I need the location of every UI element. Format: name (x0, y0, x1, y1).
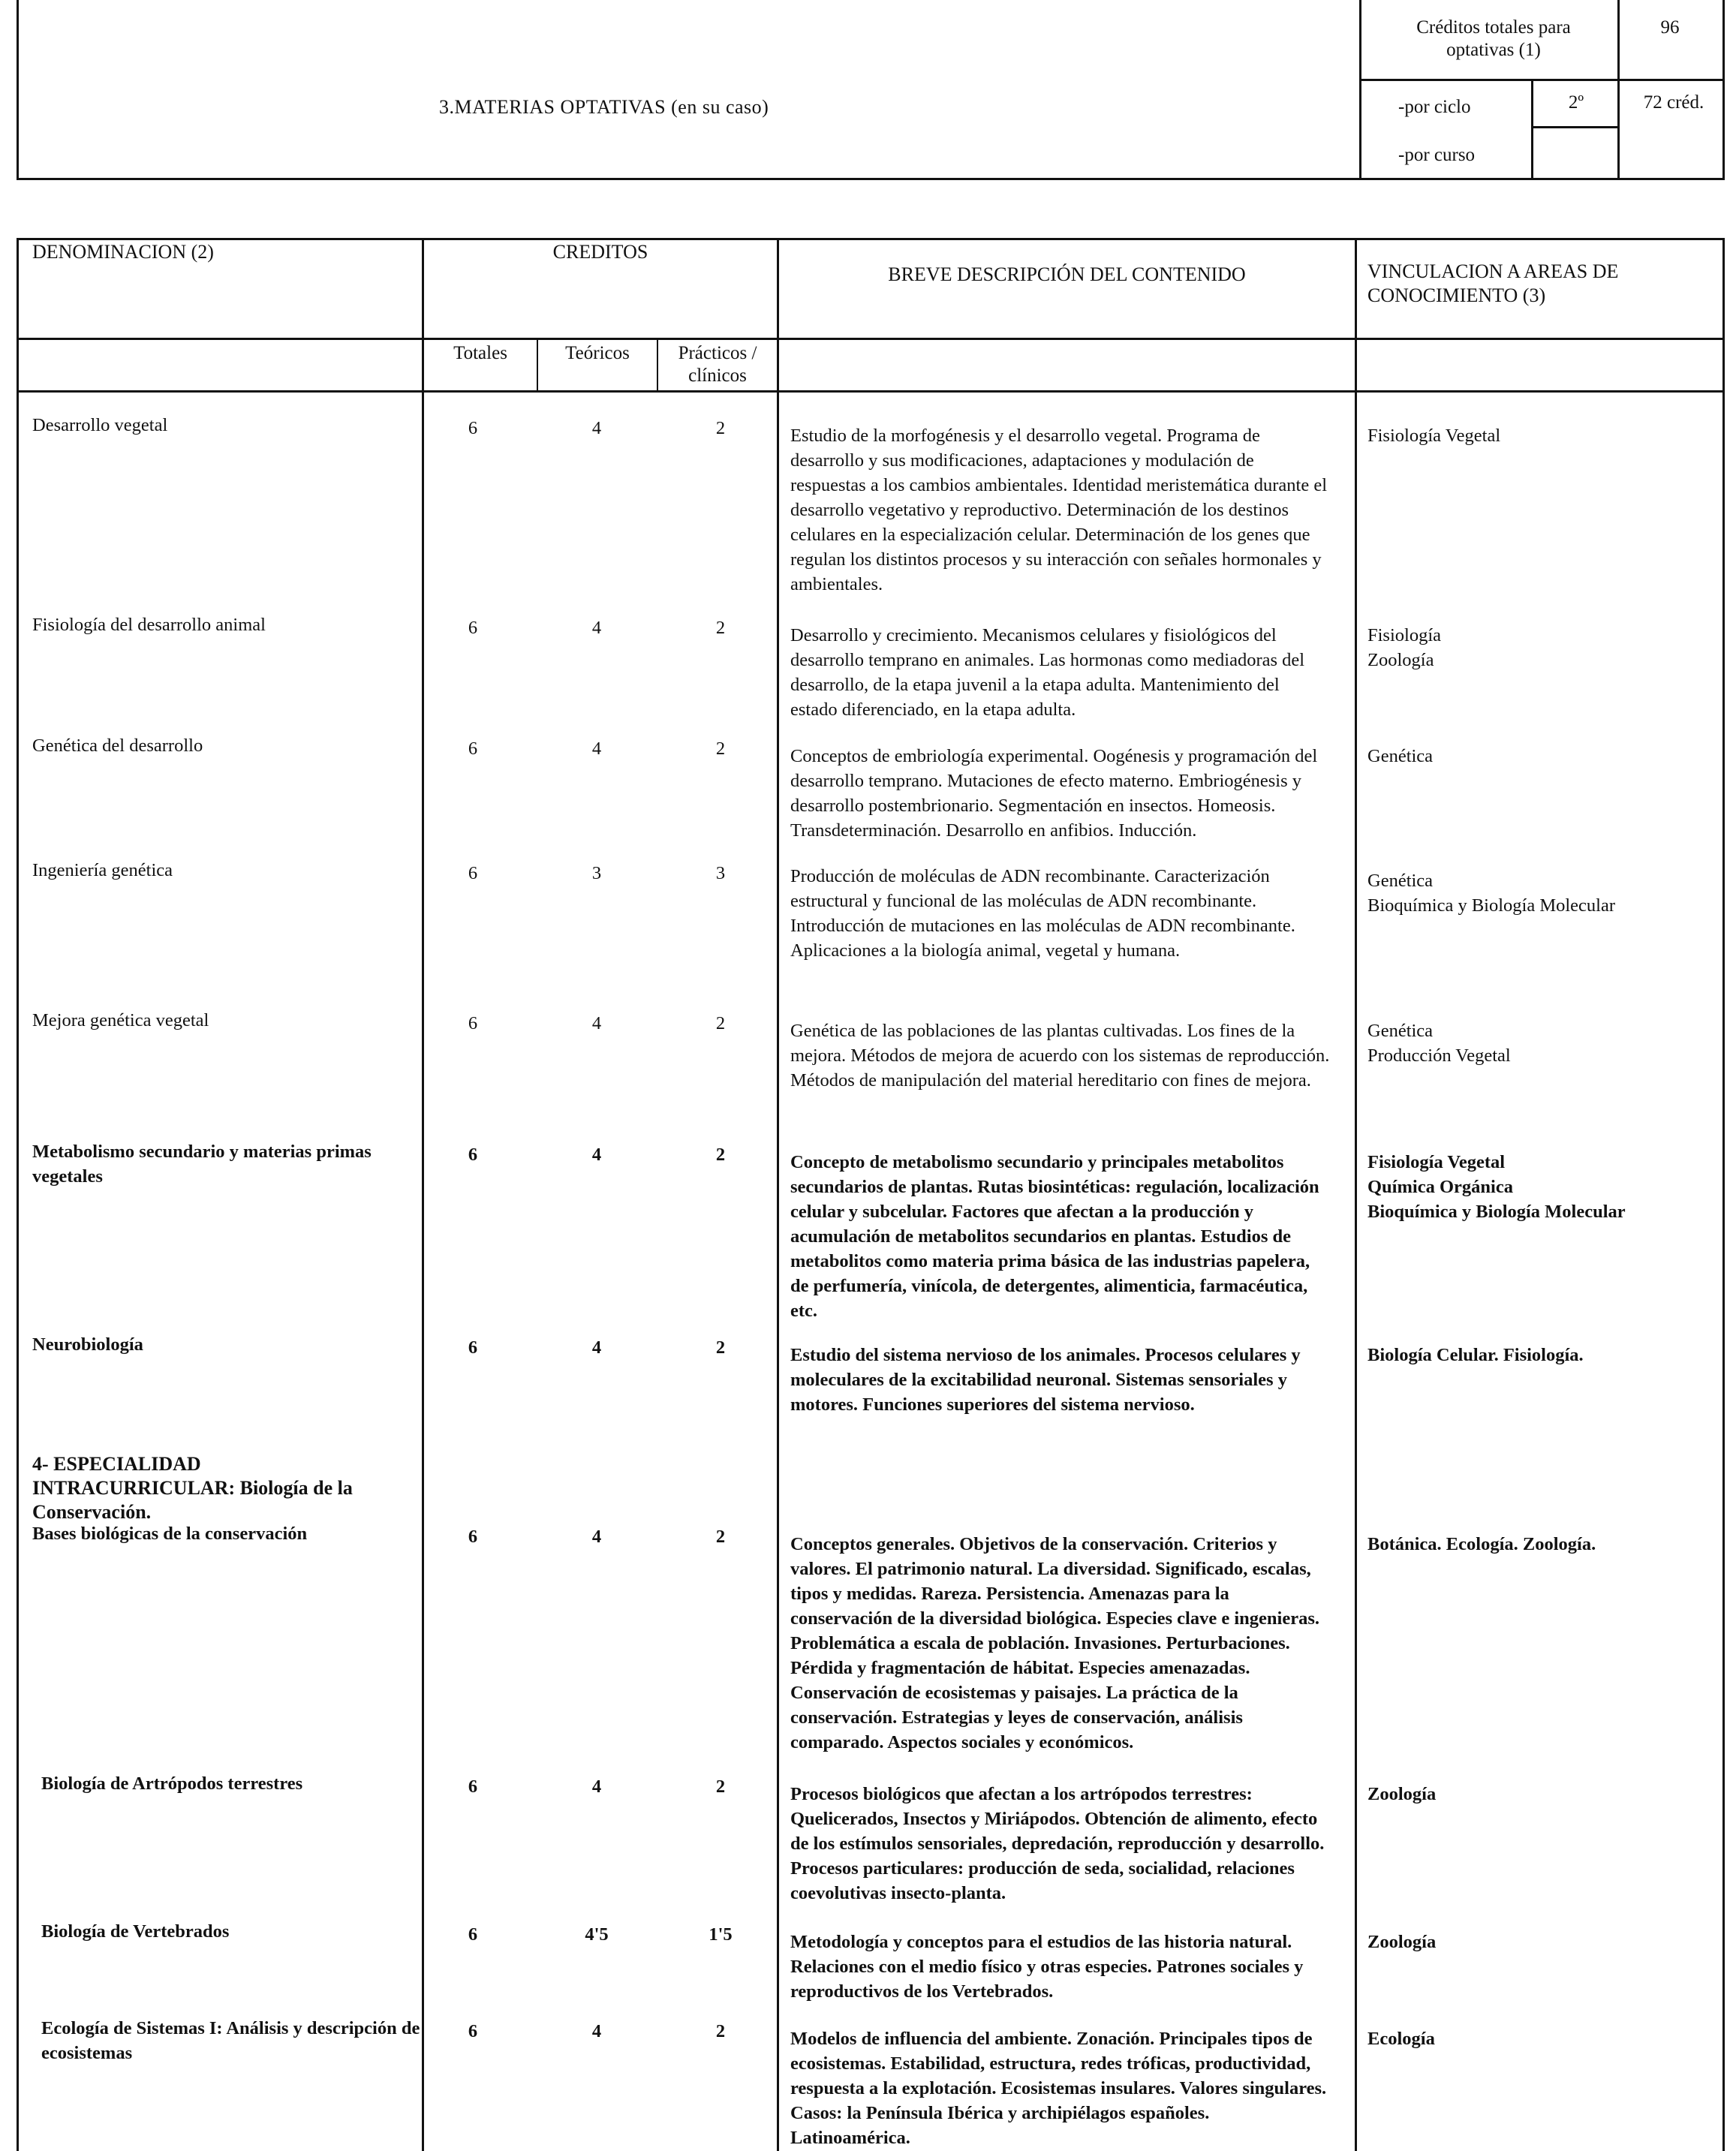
credits-practicos: 2 (715, 1776, 726, 1797)
knowledge-areas: Fisiología Zoología (1367, 625, 1442, 670)
course-name: Neurobiología (32, 1334, 143, 1355)
subheader-practicos: Prácticos / clínicos (678, 343, 757, 386)
knowledge-areas: Genética Producción Vegetal (1367, 1021, 1511, 1066)
column-divider (422, 240, 424, 2151)
course-description: Conceptos de embriología experimental. Oogénesis y programación del desarrollo temprano. Mutaciones de efecto materno. Embriogénesis y desarrollo postembrionario. Segmentación en insectos. Homeosis. Transdeterminación. Desarrollo en anfibios. Inducción. (790, 746, 1318, 841)
course-name: Biología de Vertebrados (41, 1921, 230, 1942)
credits-practicos: 2 (715, 1013, 726, 1033)
por-ciclo-label: -por ciclo (1398, 97, 1471, 117)
course-description: Estudio de la morfogénesis y el desarrollo vegetal. Programa de desarrollo y sus modificaciones, adaptaciones y modulación de respuestas a los cambios ambientales. Identidad meristemática durante el desarrollo vegetativo y reproductivo. Determinación de los destinos celulares en la especialización celular. Determinación de los genes que regulan los distintos procesos y su interacción con señales hormonales y ambientales. (790, 426, 1328, 594)
knowledge-areas: Botánica. Ecología. Zoología. (1367, 1534, 1596, 1554)
course-name: Genética del desarrollo (32, 736, 203, 756)
section-heading: 4- ESPECIALIDAD INTRACURRICULAR: Biología de la Conservación. (32, 1453, 353, 1523)
credits-practicos: 2 (715, 1527, 726, 1547)
course-name: Fisiología del desarrollo animal (32, 615, 266, 635)
column-divider (1355, 240, 1357, 2151)
credits-totales: 6 (468, 1013, 478, 1033)
header-title: 3.MATERIAS OPTATIVAS (en su caso) (439, 96, 769, 118)
knowledge-areas: Fisiología Vegetal Química Orgánica Bioquímica y Biología Molecular (1367, 1152, 1626, 1222)
subheader-totales: Totales (453, 343, 507, 363)
credits-teoricos: 4'5 (585, 1924, 609, 1945)
credits-teoricos: 4 (591, 1776, 602, 1797)
header-vinculacion: VINCULACION A AREAS DE CONOCIMIENTO (3) (1367, 260, 1619, 306)
course-name: Biología de Artrópodos terrestres (41, 1773, 303, 1794)
credits-teoricos: 4 (591, 1145, 602, 1165)
optativas-table (17, 238, 1725, 2151)
credits-teoricos: 4 (591, 2021, 602, 2041)
credits-totales: 6 (468, 1145, 478, 1165)
knowledge-areas: Ecología (1367, 2029, 1435, 2049)
ciclo-credits: 72 créd. (1643, 92, 1704, 113)
credits-totales: 6 (468, 1776, 478, 1797)
subheader-divider (657, 338, 658, 390)
knowledge-areas: Zoología (1367, 1932, 1437, 1952)
credits-practicos: 2 (715, 418, 726, 438)
header-divider (1359, 0, 1361, 178)
credits-totales: 6 (468, 1337, 478, 1358)
course-description: Procesos biológicos que afectan a los artrópodos terrestres: Quelicerados, Insectos y Miriápodos. Obtención de alimento, efecto de los estímulos sensoriales, depredación, reproducción y desarrollo. Procesos particulares: producción de seda, socialidad, relaciones coevolutivas insecto-planta. (790, 1784, 1325, 1903)
course-name: Ecología de Sistemas I: Análisis y descripción de ecosistemas (41, 2018, 420, 2063)
header-descripcion: BREVE DESCRIPCIÓN DEL CONTENIDO (888, 263, 1246, 285)
credits-practicos: 1'5 (709, 1924, 733, 1945)
knowledge-areas: Biología Celular. Fisiología. (1367, 1345, 1584, 1365)
optativas-header-box (17, 0, 1725, 180)
course-description: Estudio del sistema nervioso de los animales. Procesos celulares y moleculares de la excitabilidad neuronal. Sistemas sensoriales y motores. Funciones superiores del sistema nervioso. (790, 1345, 1301, 1415)
credits-teoricos: 4 (591, 618, 602, 638)
credits-practicos: 2 (715, 1337, 726, 1358)
credits-practicos: 2 (715, 1145, 726, 1165)
credits-totales: 6 (468, 1527, 478, 1547)
course-description: Modelos de influencia del ambiente. Zonación. Principales tipos de ecosistemas. Estabilidad, estructura, redes tróficas, productividad, respuesta a la explotación. Ecosistemas insulares. Valores singulares. Casos: la Península Ibérica y archipiélagos españoles. Latinoamérica. (790, 2029, 1327, 2148)
course-description: Producción de moléculas de ADN recombinante. Caracterización estructural y funcional de las moléculas de ADN recombinante. Introducción de mutaciones en las moléculas de ADN recombinante. Aplicaciones a la biología animal, vegetal y humana. (790, 866, 1295, 961)
ciclo-value: 2º (1568, 92, 1584, 113)
header-divider (1359, 79, 1725, 81)
credits-teoricos: 4 (591, 1337, 602, 1358)
column-divider (777, 240, 779, 2151)
header-divider (1722, 0, 1725, 79)
knowledge-areas: Zoología (1367, 1784, 1437, 1804)
header-divider (1617, 79, 1620, 179)
knowledge-areas: Genética (1367, 746, 1434, 766)
credits-totales: 6 (468, 1924, 478, 1945)
credits-total: 96 (1660, 17, 1680, 38)
credits-totales: 6 (468, 2021, 478, 2041)
credits-practicos: 2 (715, 618, 726, 638)
knowledge-areas: Fisiología Vegetal (1367, 426, 1501, 446)
header-divider (1531, 126, 1620, 128)
header-denominacion: DENOMINACION (2) (32, 241, 214, 263)
course-description: Conceptos generales. Objetivos de la conservación. Criterios y valores. El patrimonio natural. La diversidad. Significado, escalas, tipos y medidas. Rareza. Persistencia. Amenazas para la conservación de la diversidad biológica. Especies clave e ingenieras. Problemática a escala de población. Invasiones. Perturbaciones. Pérdida y fragmentación de hábitat. Especies amenazadas. Conservación de ecosistemas y paisajes. La práctica de la conservación. Estrategias y leyes de conservación, análisis comparado. Aspectos sociales y económicos. (790, 1534, 1320, 1752)
header-creditos: CREDITOS (552, 241, 648, 263)
course-description: Desarrollo y crecimiento. Mecanismos celulares y fisiológicos del desarrollo temprano en animales. Las hormonas como mediadoras del desarrollo, de la etapa juvenil a la etapa adulta. Mantenimiento del estado diferenciado, en la etapa adulta. (790, 625, 1305, 720)
knowledge-areas: Genética Bioquímica y Biología Molecular (1367, 871, 1616, 916)
course-name: Metabolismo secundario y materias primas vegetales (32, 1142, 372, 1187)
course-name: Ingeniería genética (32, 860, 173, 880)
course-description: Metodología y conceptos para el estudios de las historia natural. Relaciones con el medio físico y otras especies. Patrones sociales y reproductivos de los Vertebrados. (790, 1932, 1304, 2002)
credits-practicos: 2 (715, 2021, 726, 2041)
por-curso-label: -por curso (1398, 145, 1476, 165)
course-name: Bases biológicas de la conservación (32, 1524, 308, 1544)
header-divider (1531, 79, 1533, 179)
course-name: Desarrollo vegetal (32, 415, 168, 435)
credits-label: Créditos totales para optativas (1) (1416, 17, 1571, 60)
credits-teoricos: 4 (591, 418, 602, 438)
credits-practicos: 2 (715, 739, 726, 759)
credits-totales: 6 (468, 418, 478, 438)
credits-totales: 6 (468, 739, 478, 759)
credits-teoricos: 4 (591, 1013, 602, 1033)
credits-teoricos: 3 (591, 863, 602, 883)
credits-teoricos: 4 (591, 1527, 602, 1547)
header-row-divider (19, 390, 1722, 393)
course-description: Genética de las poblaciones de las plantas cultivadas. Los fines de la mejora. Métodos de mejora de acuerdo con los sistemas de reproducción. Métodos de manipulación del material hereditario con fines de mejora. (790, 1021, 1330, 1091)
subheader-teoricos: Teóricos (565, 343, 630, 363)
credits-practicos: 3 (715, 863, 726, 883)
course-name: Mejora genética vegetal (32, 1010, 209, 1030)
header-divider (1617, 0, 1620, 79)
credits-totales: 6 (468, 863, 478, 883)
credits-totales: 6 (468, 618, 478, 638)
course-description: Concepto de metabolismo secundario y principales metabolitos secundarios de plantas. Rutas biosintéticas: regulación, localización celular y subcelular. Factores que afectan a la producción y acumulación de metabolitos secundarios en plantas. Estudios de metabolitos como materia prima básica de las industrias papelera, de perfumería, vinícola, de detergentes, alimenticia, farmacéutica, etc. (790, 1152, 1319, 1321)
credits-teoricos: 4 (591, 739, 602, 759)
header-row-divider (19, 338, 1722, 340)
